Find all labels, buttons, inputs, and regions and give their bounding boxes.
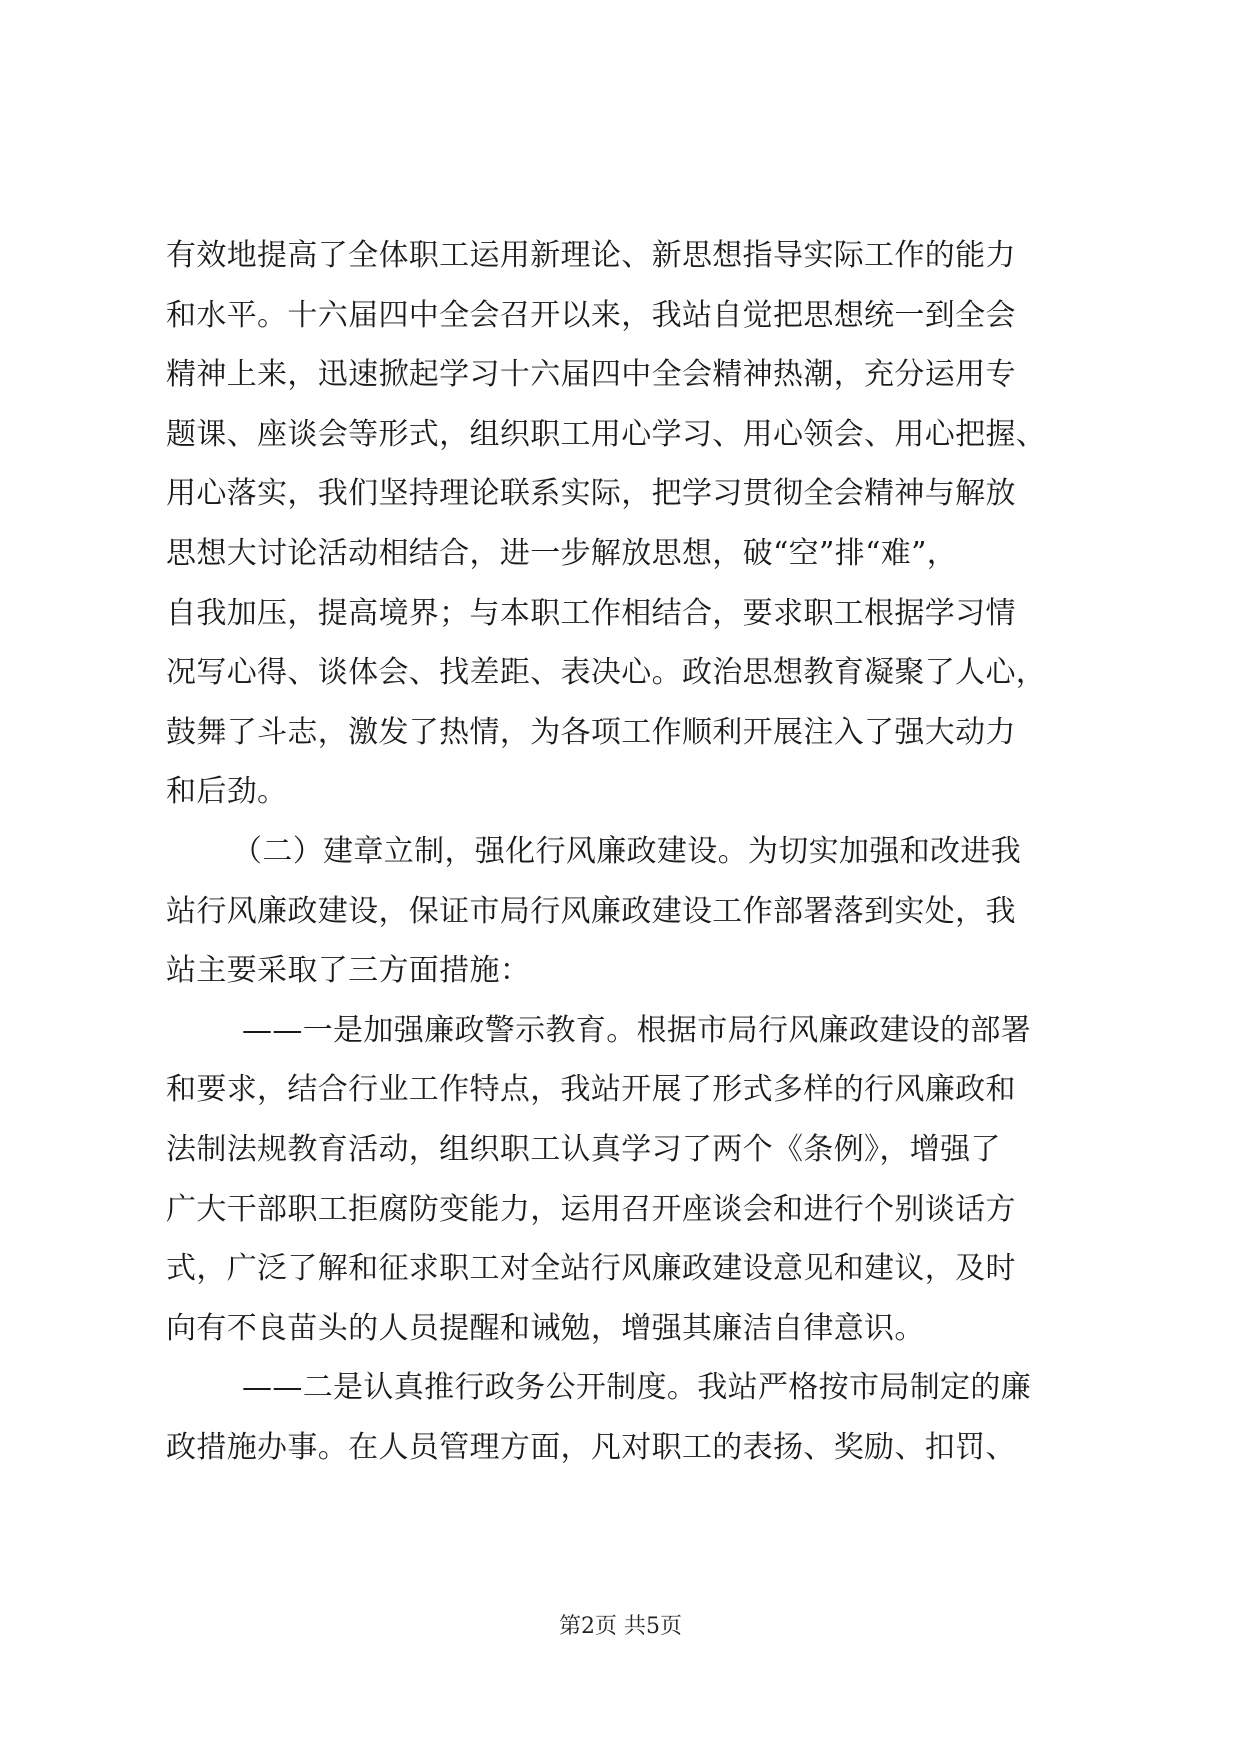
section-heading-line: （二）建章立制，强化行风廉政建设。为切实加强和改进我 [232, 833, 1022, 869]
text-line: 用心落实，我们坚持理论联系实际，把学习贯彻全会精神与解放 [166, 476, 1016, 512]
text-line: 政措施办事。在人员管理方面，凡对职工的表扬、奖励、扣罚、 [166, 1429, 1016, 1465]
text-line: 自我加压，提高境界；与本职工作相结合，要求职工根据学习情 [166, 595, 1016, 631]
text-line: 况写心得、谈体会、找差距、表决心。政治思想教育凝聚了人心， [166, 655, 1047, 691]
text-line: 和水平。十六届四中全会召开以来，我站自觉把思想统一到全会 [166, 297, 1016, 333]
text-line: 思想大讨论活动相结合，进一步解放思想，破“空”排“难”， [166, 535, 958, 571]
text-line: 站行风廉政建设，保证市局行风廉政建设工作部署落到实处，我 [166, 893, 1016, 929]
text-line: 精神上来，迅速掀起学习十六届四中全会精神热潮，充分运用专 [166, 357, 1016, 393]
page-footer: 第2页 共5页 [559, 1614, 682, 1639]
text-line: 和要求，结合行业工作特点，我站开展了形式多样的行风廉政和 [166, 1072, 1016, 1108]
text-line: 鼓舞了斗志，激发了热情，为各项工作顺利开展注入了强大动力 [166, 714, 1016, 750]
text-line: 题课、座谈会等形式，组织职工用心学习、用心领会、用心把握、 [166, 416, 1047, 452]
text-line: 法制法规教育活动，组织职工认真学习了两个《条例》，增强了 [166, 1131, 1001, 1167]
body-text [166, 226, 1086, 1477]
text-line: 式，广泛了解和征求职工对全站行风廉政建设意见和建议，及时 [166, 1251, 1016, 1287]
list-item-line: ——一是加强廉政警示教育。根据市局行风廉政建设的部署 [242, 1012, 1032, 1048]
text-line: 和后劲。 [166, 774, 288, 810]
text-line: 站主要采取了三方面措施： [166, 953, 531, 989]
text-line: 有效地提高了全体职工运用新理论、新思想指导实际工作的能力 [166, 238, 1016, 273]
text-line: 向有不良苗头的人员提醒和诫勉，增强其廉洁自律意识。 [166, 1310, 925, 1346]
list-item-line: ——二是认真推行政务公开制度。我站严格按市局制定的廉 [242, 1370, 1032, 1406]
text-line: 广大干部职工拒腐防变能力，运用召开座谈会和进行个别谈话方 [166, 1191, 1016, 1227]
